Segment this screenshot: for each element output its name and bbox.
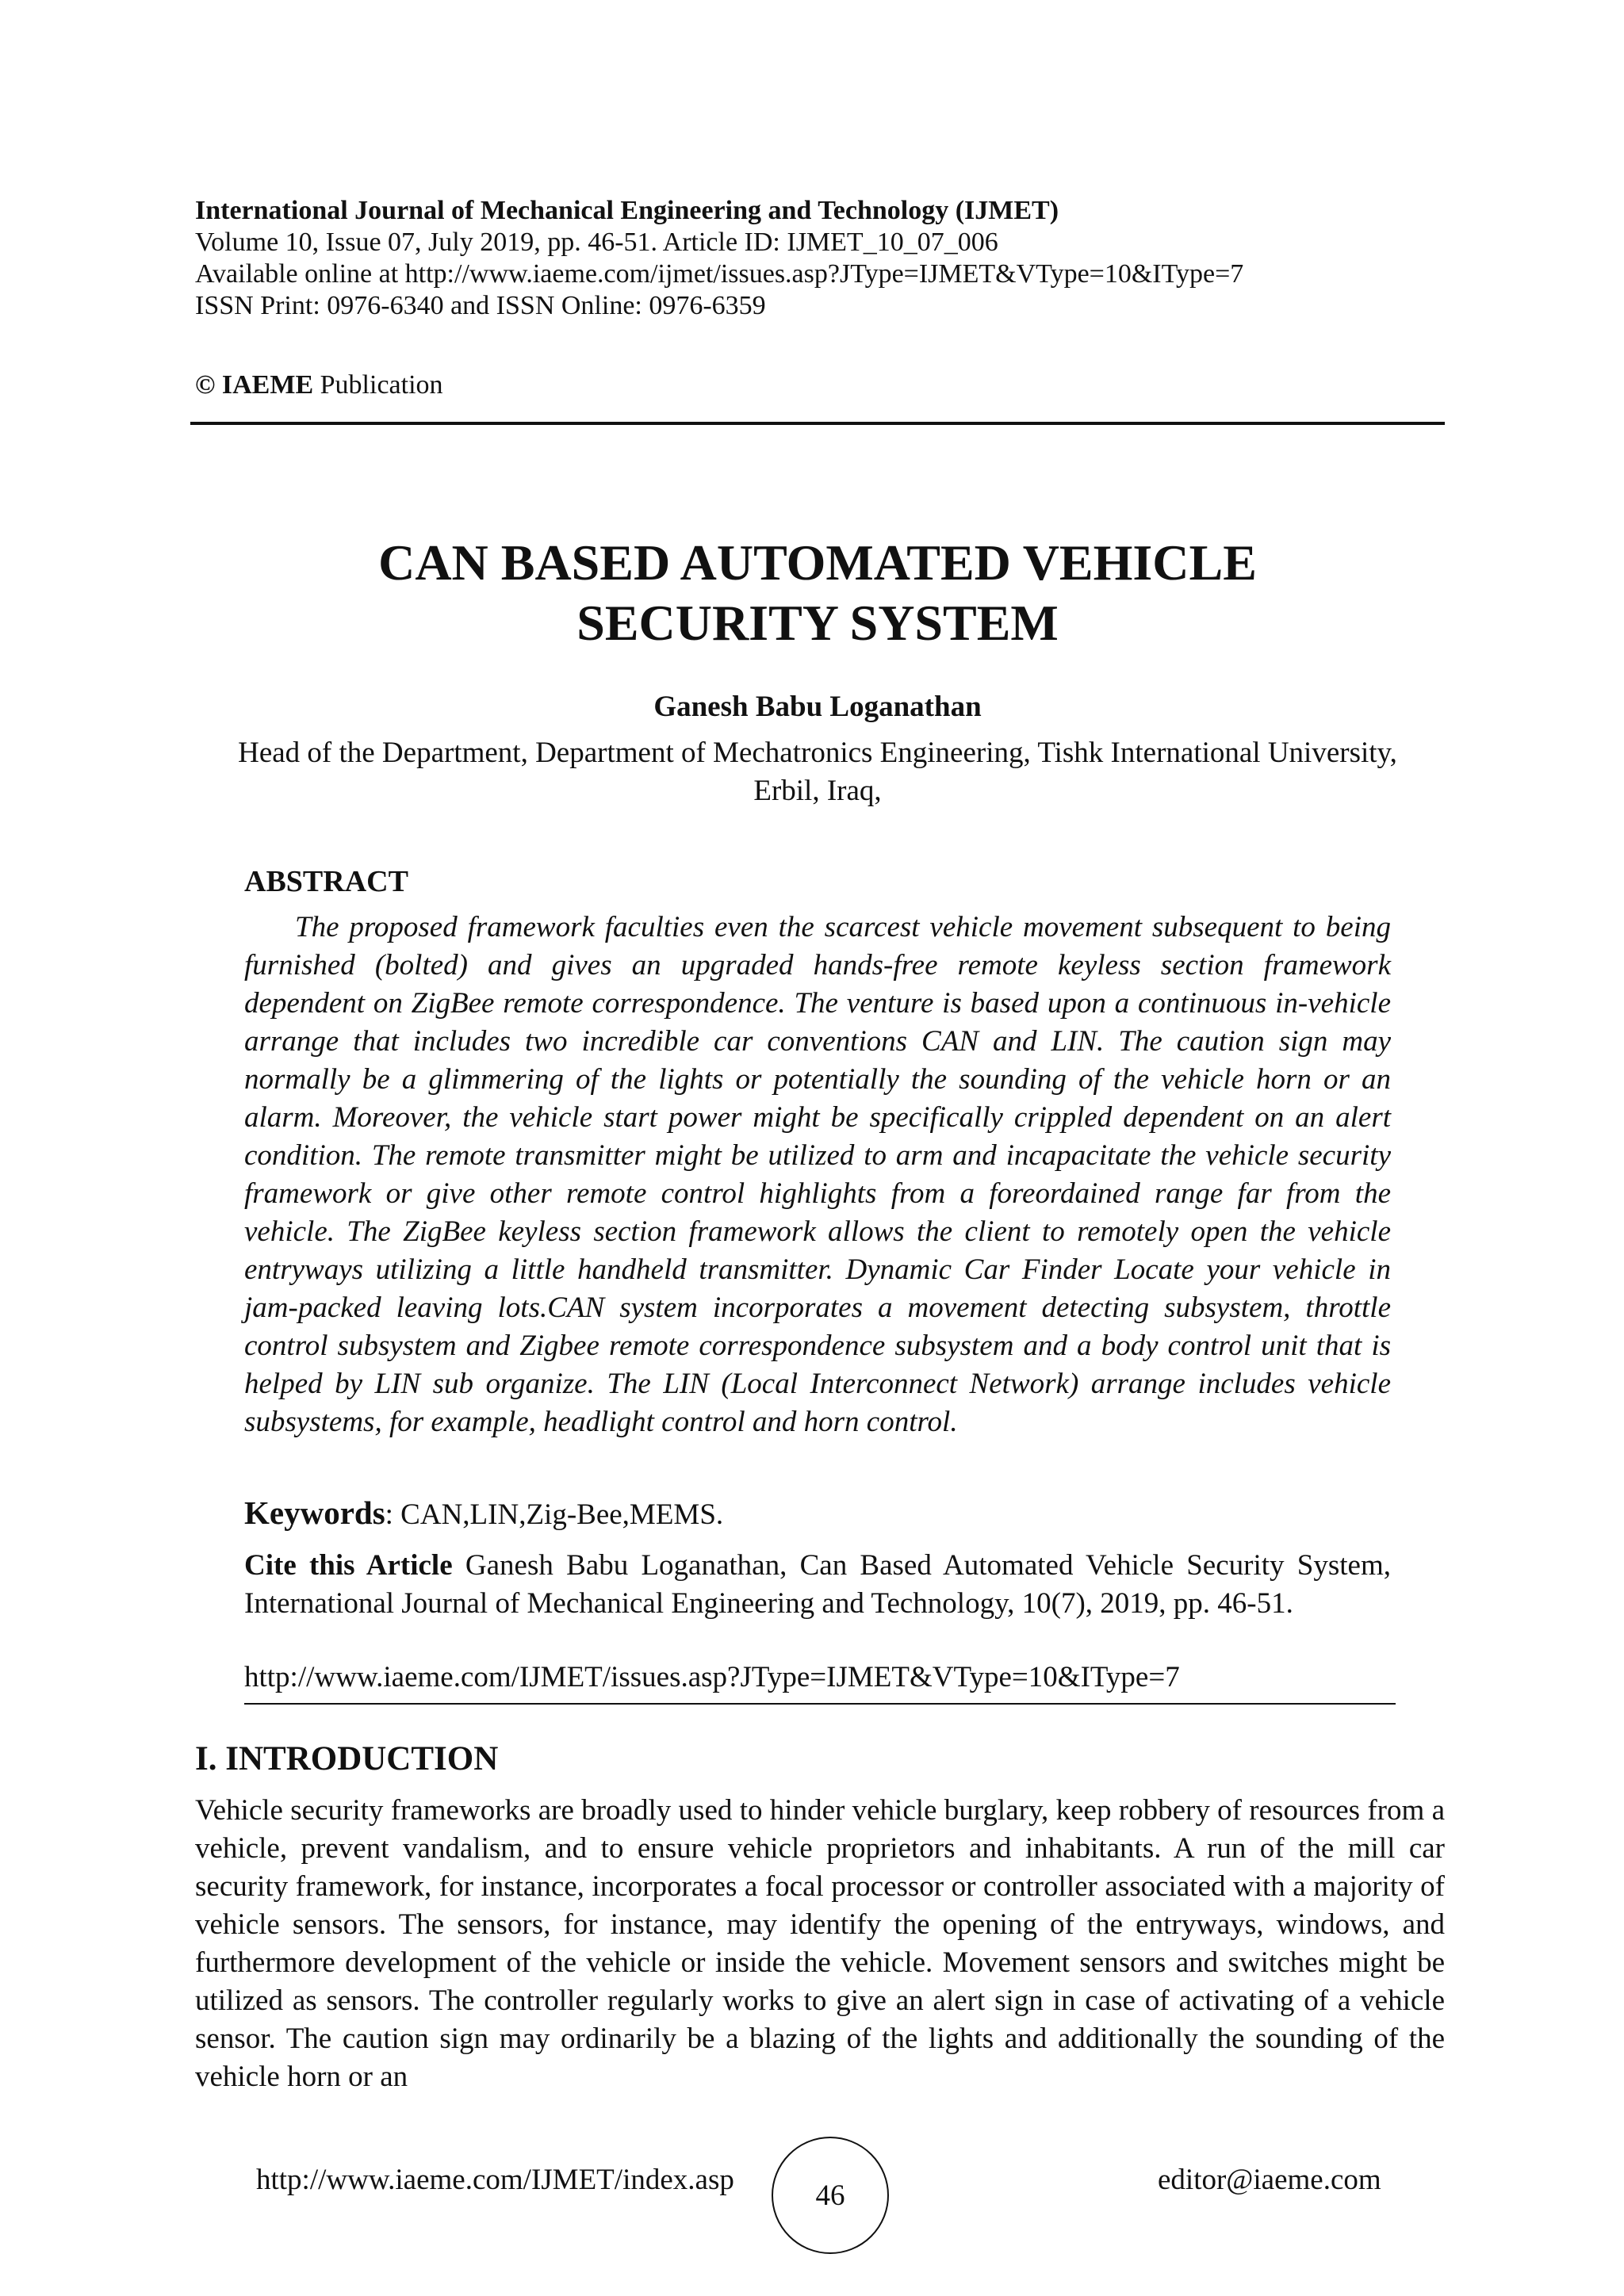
page-number-text: 46 [815,2179,845,2212]
author-name: Ganesh Babu Loganathan [653,691,982,723]
footer-email[interactable]: editor@iaeme.com [1158,2164,1381,2196]
citation-url[interactable]: http://www.iaeme.com/IJMET/issues.asp?JType=IJMET&VType=10&IType=7 [244,1661,1180,1693]
citation-text: Ganesh Babu Loganathan, Can Based Automated Vehicle Security System, International Journal of Mechanical Engineering and Technology, 10(7), 2019, pp. 46-51. [244,1549,1391,1620]
keywords [244,1494,1391,1532]
journal-name: International Journal of Mechanical Engineering and Technology (IJMET) [195,196,1059,225]
volume-line: Volume 10, Issue 07, July 2019, pp. 46-51. Article ID: IJMET_10_07_006 [195,228,998,257]
available-online-line: Available online at http://www.iaeme.com/ijmet/issues.asp?JType=IJMET&VType=10&IType=7 [195,259,1244,289]
publisher-line [195,370,443,400]
footer-url[interactable]: http://www.iaeme.com/IJMET/index.asp [256,2164,734,2196]
publisher-name: © IAEME [195,370,314,400]
introduction-text: Vehicle security frameworks are broadly used to hinder vehicle burglary, keep robbery of resources from a vehicle, prevent vandalism, and to ensure vehicle proprietors and inhabitants. A run of the mill car security framework, for instance, incorporates a focal processor or controller associated with a majority of vehicle sensors. The sensors, for instance, may identify the opening of the entryways, windows, and furthermore development of the vehicle or inside the vehicle. Movement sensors and switches might be utilized as sensors. The controller regularly works to give an alert sign in case of activating of a vehicle sensor. The caution sign may ordinarily be a blazing of the lights and additionally the sounding of the vehicle horn or an [195,1794,1445,2093]
header-divider [190,422,1445,425]
citation [244,1547,1391,1623]
keywords-label: Keywords [244,1494,385,1531]
publisher-suffix: Publication [313,370,443,400]
citation-label: Cite this Article [244,1549,453,1582]
title-line-1: CAN BASED AUTOMATED VEHICLE [378,534,1257,591]
introduction-heading: I. INTRODUCTION [195,1740,499,1777]
article-title [190,533,1445,653]
author-affiliation: Head of the Department, Department of Mechatronics Engineering, Tishk International University, Erbil, Iraq, [238,737,1397,807]
page-number [772,2137,889,2254]
issn-line: ISSN Print: 0976-6340 and ISSN Online: 0976-6359 [195,291,766,320]
abstract-text: The proposed framework faculties even the scarcest vehicle movement subsequent to being furnished (bolted) and gives an upgraded hands-free remote keyless section framework dependent on ZigBee remote correspondence. The venture is based upon a continuous in-vehicle arrange that includes two incredible car conventions CAN and LIN. The caution sign may normally be a glimmering of the lights or potentially the sounding of the vehicle horn or an alarm. Moreover, the vehicle start power might be specifically crippled dependent on an alert condition. The remote transmitter might be utilized to arm and incapacitate the vehicle security framework or give other remote control highlights from a foreordained range far from the vehicle. The ZigBee keyless section framework allows the client to remotely open the vehicle entryways utilizing a little handheld transmitter. Dynamic Car Finder Locate your vehicle in jam-packed leaving lots.CAN system incorporates a movement detecting subsystem, throttle control subsystem and Zigbee remote correspondence subsystem and a body control unit that is helped by LIN sub organize. The LIN (Local Interconnect Network) arrange includes vehicle subsystems, for example, headlight control and horn control. [244,911,1391,1438]
title-line-2: SECURITY SYSTEM [576,595,1059,651]
abstract-heading: ABSTRACT [244,865,408,898]
citation-divider [244,1703,1396,1705]
journal-header [195,195,1464,322]
keywords-value: : CAN,LIN,Zig-Bee,MEMS. [385,1498,724,1531]
